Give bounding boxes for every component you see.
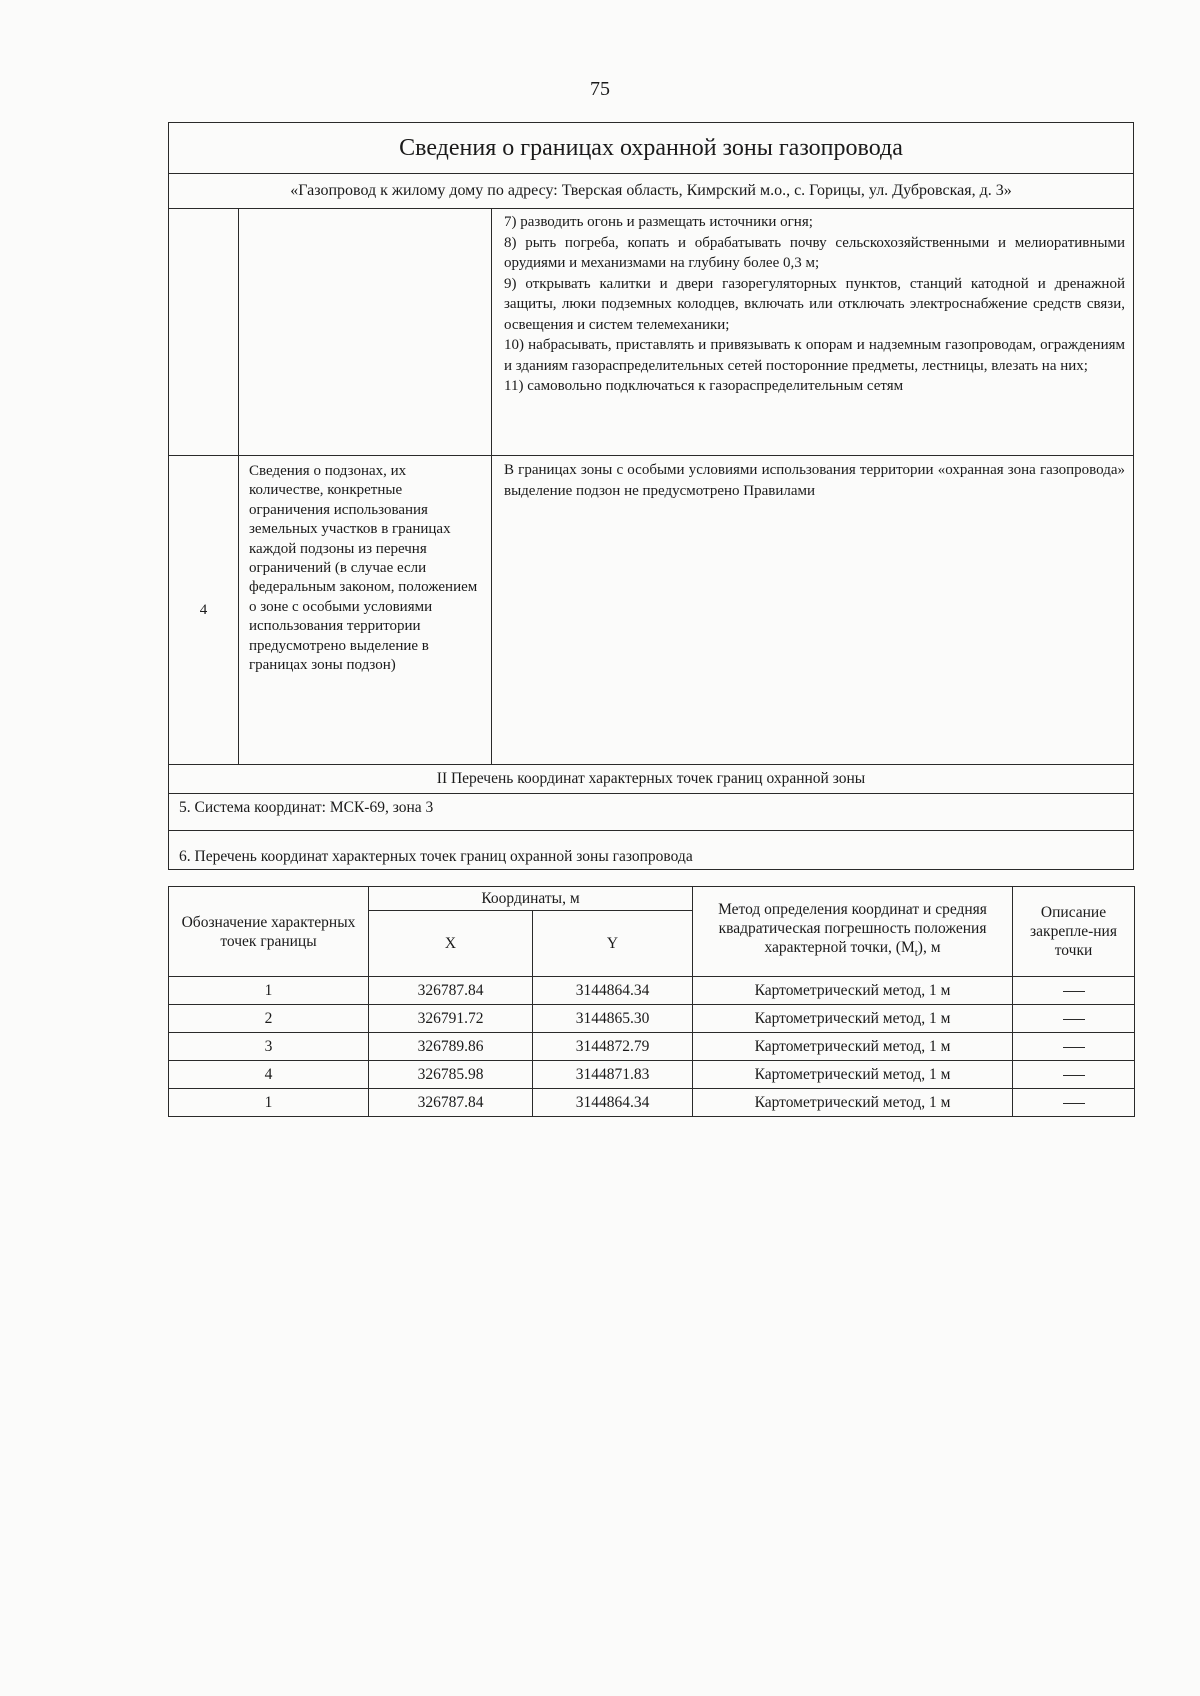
restrictions-list	[492, 209, 1133, 455]
description-cell	[1013, 1033, 1135, 1061]
table-row	[169, 977, 1135, 1005]
dash-mark	[1063, 1103, 1085, 1105]
document-subtitle: «Газопровод к жилому дому по адресу: Тверская область, Кимрский м.о., с. Горицы, ул. Дубровская, д. 3»	[169, 174, 1133, 209]
y-cell: 3144872.79	[533, 1033, 693, 1061]
header-y: Y	[533, 911, 693, 977]
point-cell: 2	[169, 1005, 369, 1033]
method-cell: Картометрический метод, 1 м	[693, 1033, 1013, 1061]
y-cell: 3144864.34	[533, 977, 693, 1005]
table-row	[169, 1061, 1135, 1089]
header-x: X	[369, 911, 533, 977]
point-cell: 1	[169, 977, 369, 1005]
subzones-description: В границах зоны с особыми условиями использования территории «охранная зона газопровода» выделение подзон не предусмотрено Правилами	[504, 462, 1125, 499]
x-cell: 326789.86	[369, 1033, 533, 1061]
restriction-item: 8) рыть погреба, копать и обрабатывать почву сельскохозяйственными и мелиоративными орудиями и механизмами на глубину более 0,3 м;	[504, 234, 1125, 271]
y-cell: 3144865.30	[533, 1005, 693, 1033]
y-cell: 3144864.34	[533, 1089, 693, 1117]
restriction-item: 7) разводить огонь и размещать источники огня;	[504, 214, 813, 230]
coordinates-table	[168, 886, 1135, 1117]
method-cell: Картометрический метод, 1 м	[693, 1089, 1013, 1117]
description-cell	[1013, 1089, 1135, 1117]
restriction-item: 11) самовольно подключаться к газораспределительным сетям	[504, 378, 904, 394]
table-row	[169, 1005, 1135, 1033]
method-cell: Картометрический метод, 1 м	[693, 977, 1013, 1005]
description-cell	[1013, 977, 1135, 1005]
point-cell: 1	[169, 1089, 369, 1117]
header-point: Обозначение характерных точек границы	[169, 887, 369, 977]
x-cell: 326787.84	[369, 977, 533, 1005]
description-cell	[1013, 1005, 1135, 1033]
header-description: Описание закрепле-ния точки	[1013, 887, 1135, 977]
y-cell: 3144871.83	[533, 1061, 693, 1089]
method-cell: Картометрический метод, 1 м	[693, 1005, 1013, 1033]
page-number: 75	[590, 78, 610, 100]
x-cell: 326785.98	[369, 1061, 533, 1089]
table-row	[169, 1089, 1135, 1117]
restriction-item: 10) набрасывать, приставлять и привязывать к опорам и надземным газопроводам, ограждениям и зданиям газораспределительных сетей посторонние предметы, лестницы, влезать на них;	[504, 337, 1125, 374]
section-heading: II Перечень координат характерных точек границ охранной зоны	[169, 765, 1133, 794]
restriction-item: 9) открывать калитки и двери газорегуляторных пунктов, станций катодной и дренажной защиты, люки подземных колодцев, включать или отключать электроснабжение средств связи, освещения и систем телемеханики;	[504, 275, 1125, 333]
restrictions-continued-row	[169, 209, 1133, 456]
header-coordinates: Координаты, м	[369, 887, 693, 911]
row-number: 4	[169, 456, 239, 764]
x-cell: 326787.84	[369, 1089, 533, 1117]
dash-mark	[1063, 991, 1085, 993]
header-method: Метод определения координат и средняя квадратическая погрешность положения характерной точки, $(M_t)$, м	[693, 887, 1013, 977]
point-cell: 3	[169, 1033, 369, 1061]
row-name-cell	[239, 209, 492, 455]
subzones-label: Сведения о подзонах, их количестве, конкретные ограничения использования земельных участков в границах каждой подзоны из перечня ограничений (в случае если федеральным законом, положением о зоне с особыми условиями использования территории предусмотрено выделение в границах зоны подзон)	[239, 456, 492, 764]
subzones-row	[169, 456, 1133, 765]
table-row	[169, 1033, 1135, 1061]
point-cell: 4	[169, 1061, 369, 1089]
row-number-cell	[169, 209, 239, 455]
dash-mark	[1063, 1075, 1085, 1077]
coordinate-list-title: 6. Перечень координат характерных точек границ охранной зоны газопровода	[179, 848, 693, 865]
coordinate-system: 5. Система координат: МСК-69, зона 3	[169, 794, 1133, 831]
zone-info-table	[168, 122, 1134, 870]
dash-mark	[1063, 1019, 1085, 1021]
dash-mark	[1063, 1047, 1085, 1049]
method-cell: Картометрический метод, 1 м	[693, 1061, 1013, 1089]
document-title: Сведения о границах охранной зоны газопровода	[169, 123, 1133, 174]
x-cell: 326791.72	[369, 1005, 533, 1033]
description-cell	[1013, 1061, 1135, 1089]
